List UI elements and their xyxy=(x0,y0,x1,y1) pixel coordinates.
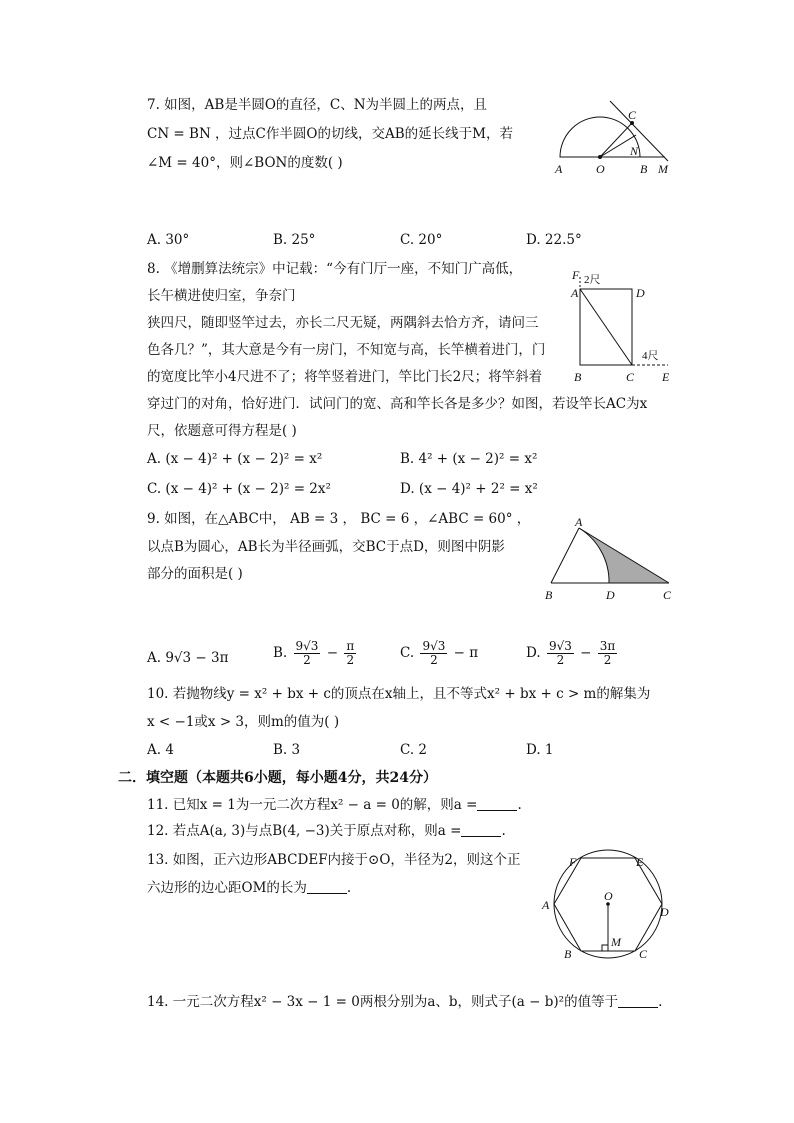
q9-label-d: D xyxy=(606,588,615,602)
q13-answer-blank[interactable] xyxy=(307,879,347,894)
q8-line5: 的宽度比竿小4尺进不了；将竿竖着进门，竿比门长2尺；将竿斜着 xyxy=(147,369,543,385)
q13-label-c: C xyxy=(639,947,648,961)
q11-answer-blank[interactable] xyxy=(477,796,517,811)
q8-option-a[interactable]: A. (x − 4)² + (x − 2)² = x² xyxy=(147,451,323,467)
q9-label-a: A xyxy=(575,515,583,529)
q10-option-a[interactable]: A. 4 xyxy=(147,742,174,758)
q7-label-m: M xyxy=(658,162,668,176)
q8-line1: 8. 《增删算法统宗》中记载：“今有门厅一座，不知门广高低， xyxy=(147,261,523,277)
q8-label-b: B xyxy=(574,370,582,384)
q13-line1: 13. 如图，正六边形ABCDEF内接于⊙O，半径为2，则这个正 xyxy=(147,852,521,868)
q9-option-c[interactable]: C. $\frac{9√3}{2}$ − π xyxy=(400,639,479,667)
q9-option-a[interactable]: A. 9√3 − 3π xyxy=(147,650,229,666)
q8-option-d[interactable]: D. (x − 4)² + 2² = x² xyxy=(400,481,538,497)
q8-label-c: C xyxy=(626,370,635,384)
q9-line1: 9. 如图，在△ABC中， AB = 3 ， BC = 6 ，∠ABC = 60° ， xyxy=(147,511,531,527)
q12-answer-blank[interactable] xyxy=(461,822,501,837)
q7-label-n: N xyxy=(630,144,639,158)
q7-option-a[interactable]: A. 30° xyxy=(147,232,190,248)
q8-label-2chi: 2尺 xyxy=(584,274,601,286)
q13-label-a: A xyxy=(542,898,550,912)
q9-line3: 部分的面积是( ) xyxy=(147,566,243,582)
q10-option-d[interactable]: D. 1 xyxy=(526,742,554,758)
q10-option-b[interactable]: B. 3 xyxy=(273,742,301,758)
q9-label-c: C xyxy=(663,588,672,602)
q8-label-e: E xyxy=(662,370,670,384)
q9-line2: 以点B为圆心，AB长为半径画弧，交BC于点D，则图中阴影 xyxy=(147,539,505,555)
q7-label-o: O xyxy=(596,162,605,176)
q14-line: 14. 一元二次方程x² − 3x − 1 = 0两根分别为a、b，则式子(a − b)²的值等于 . xyxy=(147,994,663,1010)
q10-option-c[interactable]: C. 2 xyxy=(400,742,428,758)
q8-line6: 穿过门的对角，恰好进门．试问门的宽、高和竿长各是多少？如图，若设竿长AC为x xyxy=(147,396,648,412)
q7-option-b[interactable]: B. 25° xyxy=(273,232,316,248)
q7-option-d[interactable]: D. 22.5° xyxy=(526,232,582,248)
q7-label-b: B xyxy=(640,162,648,176)
q10-line1: 10. 若抛物线y = x² + bx + c的顶点在x轴上，且不等式x² + bx + c > m的解集为 xyxy=(147,686,651,702)
q10-line2: x < −1或x > 3，则m的值为( ) xyxy=(147,714,340,730)
q13-label-m: M xyxy=(611,935,621,949)
q13-figure xyxy=(538,852,678,972)
q13-label-f: F xyxy=(569,855,577,869)
q11-line: 11. 已知x = 1为一元二次方程x² − a = 0的解，则a = . xyxy=(147,797,522,813)
q12-line: 12. 若点A(a, 3)与点B(4, −3)关于原点对称，则a = . xyxy=(147,823,506,839)
q8-line4: 色各几？”，其大意是今有一房门，不知宽与高，长竿横着进门，门 xyxy=(147,342,546,358)
q9-label-b: B xyxy=(545,588,553,602)
q7-label-c: C xyxy=(628,108,637,122)
q13-label-b: B xyxy=(564,947,572,961)
q7-figure xyxy=(550,95,690,195)
q7-option-c[interactable]: C. 20° xyxy=(400,232,443,248)
q8-option-c[interactable]: C. (x − 4)² + (x − 2)² = 2x² xyxy=(147,481,331,497)
q13-label-e: E xyxy=(636,855,644,869)
section2-title: 二．填空题（本题共6小题，每小题4分，共24分） xyxy=(118,770,437,786)
q9-figure xyxy=(545,515,685,615)
q8-line3: 狭四尺，随即竖竿过去，亦长二尺无疑，两隅斜去恰方齐，请问三 xyxy=(147,315,539,331)
q8-line2: 长午横进使归室，争奈门 xyxy=(147,288,296,304)
q8-label-f: F xyxy=(572,268,580,282)
q9-option-b[interactable]: B. $\frac{9√3}{2}$ − $\frac{\pi}{2}$ xyxy=(273,639,355,667)
q14-answer-blank[interactable] xyxy=(618,993,658,1008)
q13-line2: 六边形的边心距OM的长为 . xyxy=(147,880,352,896)
q8-option-b[interactable]: B. 4² + (x − 2)² = x² xyxy=(400,451,538,467)
q8-label-a: A xyxy=(571,286,579,300)
q8-label-d: D xyxy=(636,286,645,300)
q8-label-4chi: 4尺 xyxy=(642,350,659,362)
q9-option-d[interactable]: D. $\frac{9√3}{2}$ − $\frac{3\pi}{2}$ xyxy=(526,639,616,667)
q8-figure xyxy=(568,265,678,385)
q7-line2: CN = BN ，过点C作半圆O的切线，交AB的延长线于M，若 xyxy=(147,126,513,142)
q7-label-a: A xyxy=(555,162,563,176)
q13-label-d: D xyxy=(660,905,669,919)
q7-line3: ∠M = 40°，则∠BON的度数( ) xyxy=(147,155,343,171)
q8-line7: 尺，依题意可得方程是( ) xyxy=(147,423,297,439)
q13-label-o: O xyxy=(604,889,613,903)
q7-line1: 7. 如图，AB是半圆O的直径，C、N为半圆上的两点，且 xyxy=(147,97,488,113)
